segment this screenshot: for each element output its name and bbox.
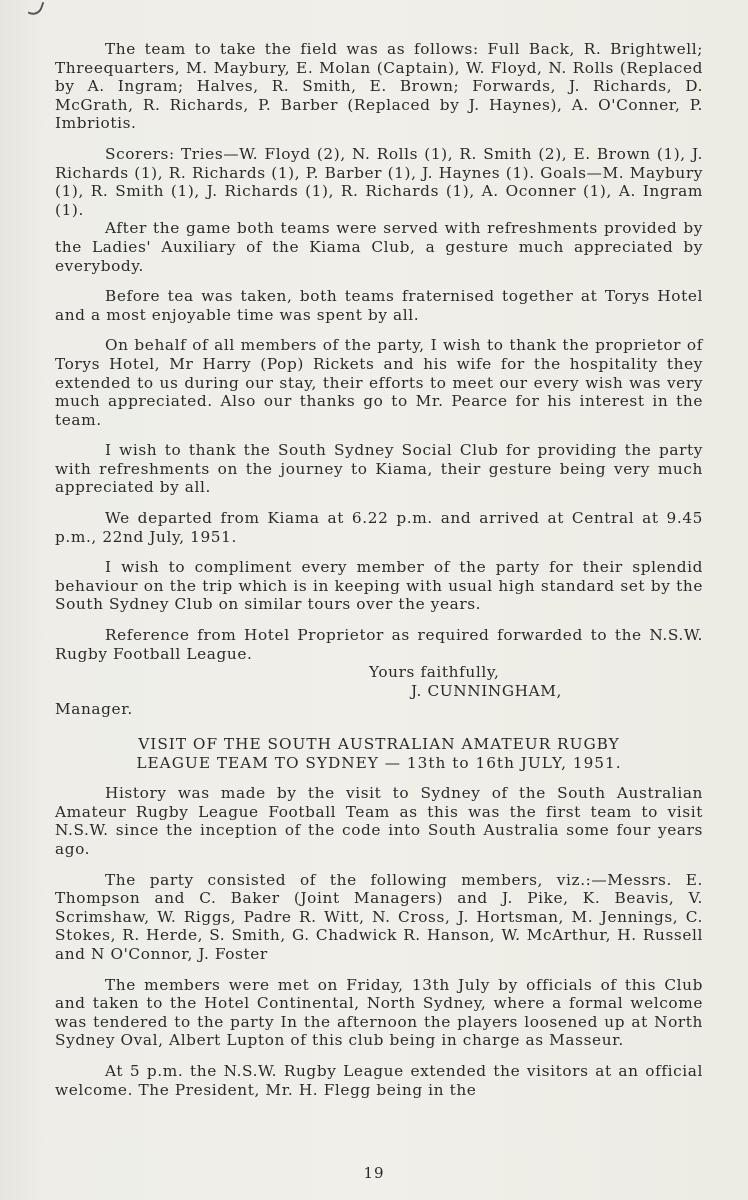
section-heading [55,735,703,772]
tea-paragraph: Before tea was taken, both teams fraternised together at Torys Hotel and a most enjoyable time was spent by all. [55,287,703,324]
social-club-paragraph: I wish to thank the South Sydney Social Club for providing the party with refreshments on the journey to Kiama, their gesture being very much appreciated by all. [55,441,703,497]
scorers-paragraph: Scorers: Tries—W. Floyd (2), N. Rolls (1), R. Smith (2), E. Brown (1), J. Richards (1), R. Richards (1), P. Barber (1), J. Haynes (1). Goals—M. Maybury (1), R. Smith (1), J. Richards (1), R. Richards (1), A. Oconner (1), A. Ingram (1). [55,144,703,219]
welcome-paragraph: At 5 p.m. the N.S.W. Rugby League extended the visitors at an official welcome. The President, Mr. H. Flegg being in the [55,1061,703,1099]
party-paragraph: The party consisted of the following members, viz.:—Messrs. E. Thompson and C. Baker (Joint Managers) and J. Pike, K. Beavis, V. Scrimshaw, W. Riggs, Padre R. Witt, N. Cross, J. Hortsman, M. Jennings, C. Stokes, R. Herde, S. Smith, G. Chadwick R. Hanson, W. McArthur, H. Russell and N O'Connor, J. Foster [55,870,703,963]
after-game-paragraph: After the game both teams were served with refreshments provided by the Ladies' Auxiliary of the Kiama Club, a gesture much appreciated by everybody. [55,219,703,275]
team-paragraph: The team to take the field was as follows: Full Back, R. Brightwell; Threequarters, M. Maybury, E. Molan (Captain), W. Floyd, N. Rolls (Replaced by A. Ingram; Halves, R. Smith, E. Brown; Forwards, J. Richards, D. McGrath, R. Richards, P. Barber (Replaced by J. Haynes), A. O'Conner, P. Imbriotis. [55,40,703,133]
signer-title: Manager. [55,700,133,719]
signoff: Yours faithfully, [369,663,500,682]
page-content [55,40,703,1099]
heading-line-1: VISIT OF THE SOUTH AUSTRALIAN AMATEUR RUGBY [138,735,620,753]
signer-name: J. CUNNINGHAM, [411,681,562,700]
departure-paragraph: We departed from Kiama at 6.22 p.m. and arrived at Central at 9.45 p.m., 22nd July, 1951. [55,509,703,546]
thanks-paragraph: On behalf of all members of the party, I wish to thank the proprietor of Torys Hotel, Mr Harry (Pop) Rickets and his wife for the hospitality they extended to us during our stay, their efforts to meet our every wish was very much appreciated. Also our thanks go to Mr. Pearce for his interest in the team. [55,336,703,429]
heading-line-2: LEAGUE TEAM TO SYDNEY — 13th to 16th JULY, 1951. [136,753,622,772]
history-paragraph: History was made by the visit to Sydney of the South Australian Amateur Rugby League Football Team as this was the first team to visit N.S.W. since the inception of the code into South Australia some four years ago. [55,784,703,858]
corner-mark [28,0,45,18]
reference-paragraph: Reference from Hotel Proprietor as required forwarded to the N.S.W. Rugby Football League. [55,626,703,663]
compliment-paragraph: I wish to compliment every member of the party for their splendid behaviour on the trip which is in keeping with usual high standard set by the South Sydney Club on similar tours over the years. [55,558,703,614]
page-number: 19 [363,1164,385,1182]
met-paragraph: The members were met on Friday, 13th July by officials of this Club and taken to the Hotel Continental, North Sydney, where a formal welcome was tendered to the party In the afternoon the players loosened up at North Sydney Oval, Albert Lupton of this club being in charge as Masseur. [55,975,703,1050]
